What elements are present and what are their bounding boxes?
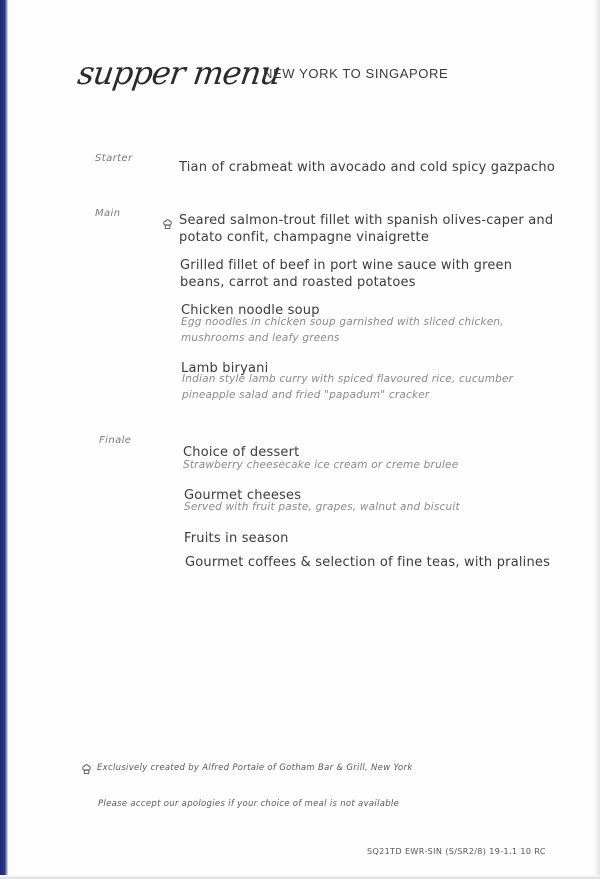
- menu-title: supper menu: [75, 54, 283, 92]
- apology-note: Please accept our apologies if your choice of meal is not available: [98, 799, 400, 809]
- main-beef-line2: beans, carrot and roasted potatoes: [180, 275, 416, 290]
- finale-dessert-name: Choice of dessert: [183, 445, 300, 460]
- main-soup-name: Chicken noodle soup: [181, 303, 320, 318]
- finale-coffee: Gourmet coffees & selection of fine teas, with pralines: [185, 555, 551, 570]
- finale-fruits: Fruits in season: [184, 531, 289, 546]
- main-beef-line1: Grilled fillet of beef in port wine sauce with green: [180, 258, 513, 273]
- main-biryani-desc1: Indian style lamb curry with spiced flavoured rice, cucumber: [182, 373, 514, 385]
- menu-code: SQ21TD EWR-SIN (S/SR2/8) 19-1.1 10 RC: [367, 847, 546, 856]
- chef-hat-icon-footer: [82, 763, 91, 775]
- section-label-starter: Starter: [95, 153, 133, 164]
- finale-dessert-desc: Strawberry cheesecake ice cream or creme brulee: [183, 459, 459, 471]
- main-salmon-line2: potato confit, champagne vinaigrette: [179, 230, 430, 245]
- page-edge-bottom: [0, 875, 600, 879]
- main-biryani-name: Lamb biryani: [181, 361, 269, 376]
- finale-cheese-desc: Served with fruit paste, grapes, walnut and biscuit: [184, 501, 460, 513]
- page-edge-right: [594, 0, 600, 879]
- main-soup-desc1: Egg noodles in chicken soup garnished with sliced chicken,: [181, 316, 504, 328]
- main-biryani-desc2: pineapple salad and fried "papadum" cracker: [182, 389, 430, 401]
- route-title: NEW YORK TO SINGAPORE: [263, 66, 449, 81]
- chef-note: Exclusively created by Alfred Portale of Gotham Bar & Grill, New York: [97, 763, 413, 773]
- section-label-finale: Finale: [99, 435, 132, 446]
- main-soup-desc2: mushrooms and leafy greens: [181, 332, 340, 344]
- finale-cheese-name: Gourmet cheeses: [184, 488, 302, 503]
- starter-dish: Tian of crabmeat with avocado and cold spicy gazpacho: [179, 160, 555, 175]
- main-salmon-line1: Seared salmon-trout fillet with spanish olives-caper and: [179, 213, 554, 228]
- section-label-main: Main: [95, 208, 121, 219]
- page-edge-left: [0, 0, 8, 879]
- chef-hat-icon: [163, 218, 172, 230]
